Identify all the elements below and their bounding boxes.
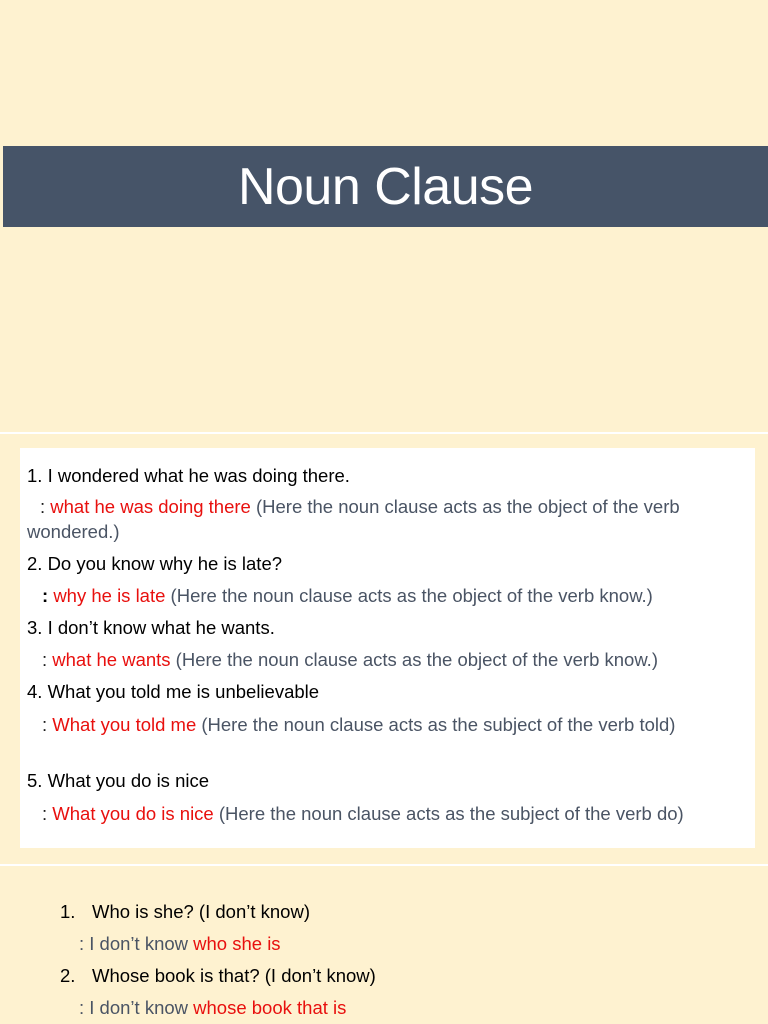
noun-clause: what he was doing there: [50, 496, 251, 517]
noun-clause: What you told me: [52, 714, 197, 735]
example-explanation: [27, 584, 752, 609]
title-slide: [0, 0, 768, 432]
list-item: [0, 964, 768, 988]
item-answer: [79, 996, 346, 1020]
example-explanation: [27, 648, 752, 673]
explanation-text: (Here the noun clause acts as the object of the verb wondered.): [27, 496, 680, 542]
answer-prefix: : I don’t know: [79, 933, 194, 954]
item-question: Whose book is that? (I don’t know): [92, 965, 376, 986]
example-sentence: 2. Do you know why he is late?: [27, 553, 283, 574]
noun-clause: who she is: [193, 933, 281, 954]
slide-title: Noun Clause: [3, 146, 768, 227]
example-sentence: 4. What you told me is unbelievable: [27, 681, 320, 702]
example-explanation: [27, 495, 752, 544]
noun-clause: whose book that is: [193, 997, 347, 1018]
examples-slide: [0, 434, 768, 864]
item-question: Who is she? (I don’t know): [92, 901, 310, 922]
examples-box: [20, 448, 755, 848]
colon: :: [42, 714, 48, 735]
example-explanation: [27, 802, 752, 827]
example-explanation: [27, 713, 752, 738]
colon: :: [42, 803, 48, 824]
explanation-text: (Here the noun clause acts as the object of the verb know.): [170, 649, 658, 670]
noun-clause: What you do is nice: [52, 803, 214, 824]
colon: :: [42, 649, 48, 670]
colon: :: [40, 496, 46, 517]
example-sentence: 5. What you do is nice: [27, 770, 210, 791]
explanation-text: (Here the noun clause acts as the subject of the verb told): [196, 714, 676, 735]
list-item: [0, 900, 768, 924]
explanation-text: (Here the noun clause acts as the subject of the verb do): [213, 803, 684, 824]
item-number: 2.: [60, 965, 76, 986]
noun-clause: what he wants: [52, 649, 171, 670]
exercise-slide: [0, 866, 768, 1024]
noun-clause: why he is late: [53, 585, 166, 606]
example-sentence: 3. I don’t know what he wants.: [27, 617, 275, 638]
answer-prefix: : I don’t know: [79, 997, 194, 1018]
explanation-text: (Here the noun clause acts as the object of the verb know.): [165, 585, 653, 606]
colon: :: [42, 585, 49, 606]
item-number: 1.: [60, 901, 76, 922]
item-answer: [79, 932, 281, 956]
example-sentence: 1. I wondered what he was doing there.: [27, 465, 350, 486]
